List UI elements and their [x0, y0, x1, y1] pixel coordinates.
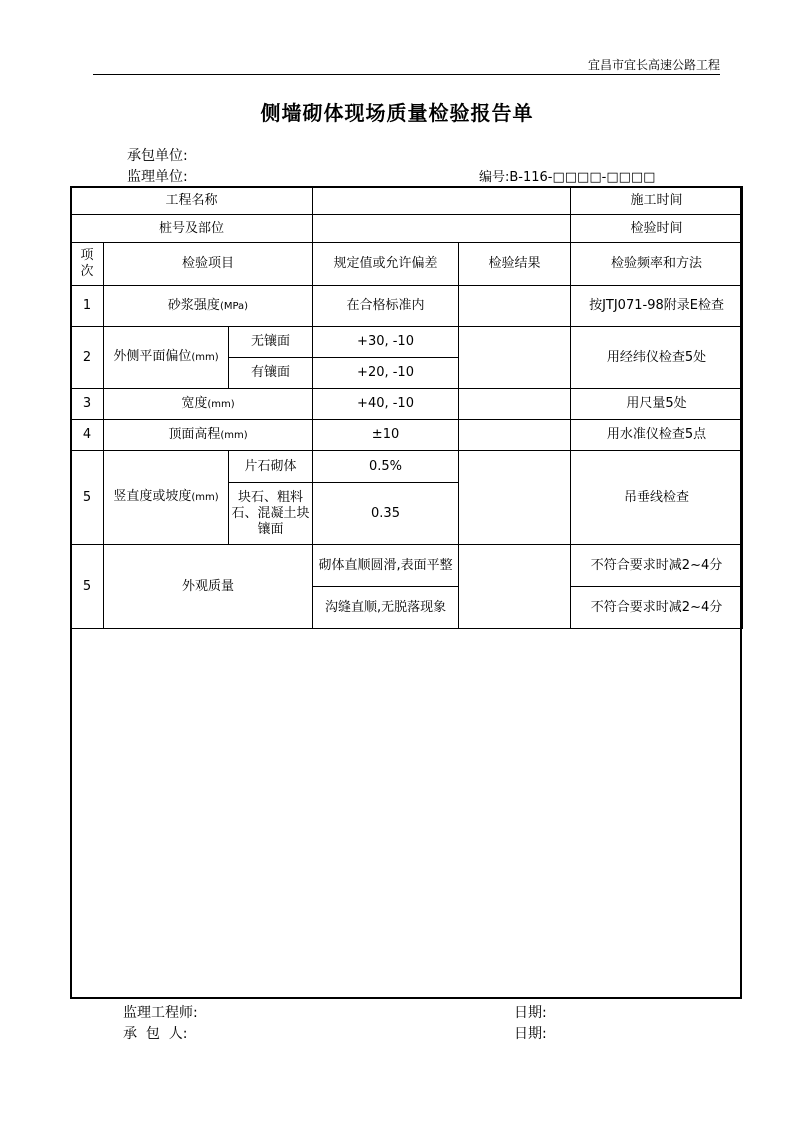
- row-spec: 沟缝直顺,无脱落现象: [313, 587, 459, 629]
- header-rule: [93, 74, 720, 75]
- row-item: 砂浆强度(MPa): [104, 286, 313, 327]
- table-row: [71, 451, 743, 483]
- row-spec: ±10: [313, 420, 459, 451]
- table-row: [71, 286, 743, 327]
- row-subitem: 块石、粗料石、混凝土块镶面: [229, 483, 313, 545]
- row-no: 5: [71, 545, 104, 629]
- row-method: 不符合要求时减2~4分: [571, 587, 743, 629]
- row-subitem: 无镶面: [229, 327, 313, 358]
- row-subitem: 片石砌体: [229, 451, 313, 483]
- project-name-label: 工程名称: [71, 187, 313, 215]
- station-label: 桩号及部位: [71, 215, 313, 243]
- date-label: 日期:: [514, 1026, 547, 1042]
- row-item: 外观质量: [104, 545, 313, 629]
- row-item: 顶面高程(mm): [104, 420, 313, 451]
- row-method: 用尺量5处: [571, 389, 743, 420]
- row-result[interactable]: [459, 420, 571, 451]
- row-spec: +30, -10: [313, 327, 459, 358]
- construction-time-label: 施工时间: [571, 187, 743, 215]
- row-spec: 0.5%: [313, 451, 459, 483]
- table-row: [71, 389, 743, 420]
- form-code: 编号:B-116-□□□□-□□□□: [479, 170, 656, 185]
- table-row: [71, 327, 743, 358]
- header-row: [71, 243, 743, 286]
- table-row: [71, 545, 743, 587]
- row-spec: 在合格标准内: [313, 286, 459, 327]
- inspection-time-label: 检验时间: [571, 215, 743, 243]
- project-row: [71, 187, 743, 215]
- row-method: 吊垂线检查: [571, 451, 743, 545]
- row-item: 竖直度或坡度(mm): [104, 451, 229, 545]
- row-item: 宽度(mm): [104, 389, 313, 420]
- row-no: 2: [71, 327, 104, 389]
- row-result[interactable]: [459, 327, 571, 389]
- col-method-header: 检验频率和方法: [571, 243, 743, 286]
- col-result-header: 检验结果: [459, 243, 571, 286]
- row-item: 外侧平面偏位(mm): [104, 327, 229, 389]
- inspection-table: [70, 186, 743, 629]
- contractor-signature-label: 承 包 人:: [123, 1026, 188, 1042]
- row-spec: +40, -10: [313, 389, 459, 420]
- engineer-signature-label: 监理工程师:: [123, 1005, 198, 1021]
- row-result[interactable]: [459, 286, 571, 327]
- row-no: 3: [71, 389, 104, 420]
- col-no-header: 项 次: [71, 243, 104, 286]
- col-item-header: 检验项目: [104, 243, 313, 286]
- supervisor-label: 监理单位:: [127, 169, 188, 185]
- row-result[interactable]: [459, 545, 571, 629]
- station-row: [71, 215, 743, 243]
- project-name: 宜昌市宜长高速公路工程: [587, 58, 720, 72]
- row-method: 按JTJ071-98附录E检查: [571, 286, 743, 327]
- row-no: 1: [71, 286, 104, 327]
- row-no: 4: [71, 420, 104, 451]
- row-method: 用经纬仪检查5处: [571, 327, 743, 389]
- date-label: 日期:: [514, 1005, 547, 1021]
- row-spec: +20, -10: [313, 358, 459, 389]
- contractor-label: 承包单位:: [127, 148, 188, 164]
- table-row: [71, 420, 743, 451]
- row-spec: 0.35: [313, 483, 459, 545]
- row-result[interactable]: [459, 389, 571, 420]
- col-spec-header: 规定值或允许偏差: [313, 243, 459, 286]
- row-method: 不符合要求时减2~4分: [571, 545, 743, 587]
- row-result[interactable]: [459, 451, 571, 545]
- row-method: 用水准仪检查5点: [571, 420, 743, 451]
- row-subitem: 有镶面: [229, 358, 313, 389]
- row-no: 5: [71, 451, 104, 545]
- project-name-value[interactable]: [313, 187, 571, 215]
- station-value[interactable]: [313, 215, 571, 243]
- page-title: 侧墙砌体现场质量检验报告单: [260, 101, 534, 125]
- row-spec: 砌体直顺圆滑,表面平整: [313, 545, 459, 587]
